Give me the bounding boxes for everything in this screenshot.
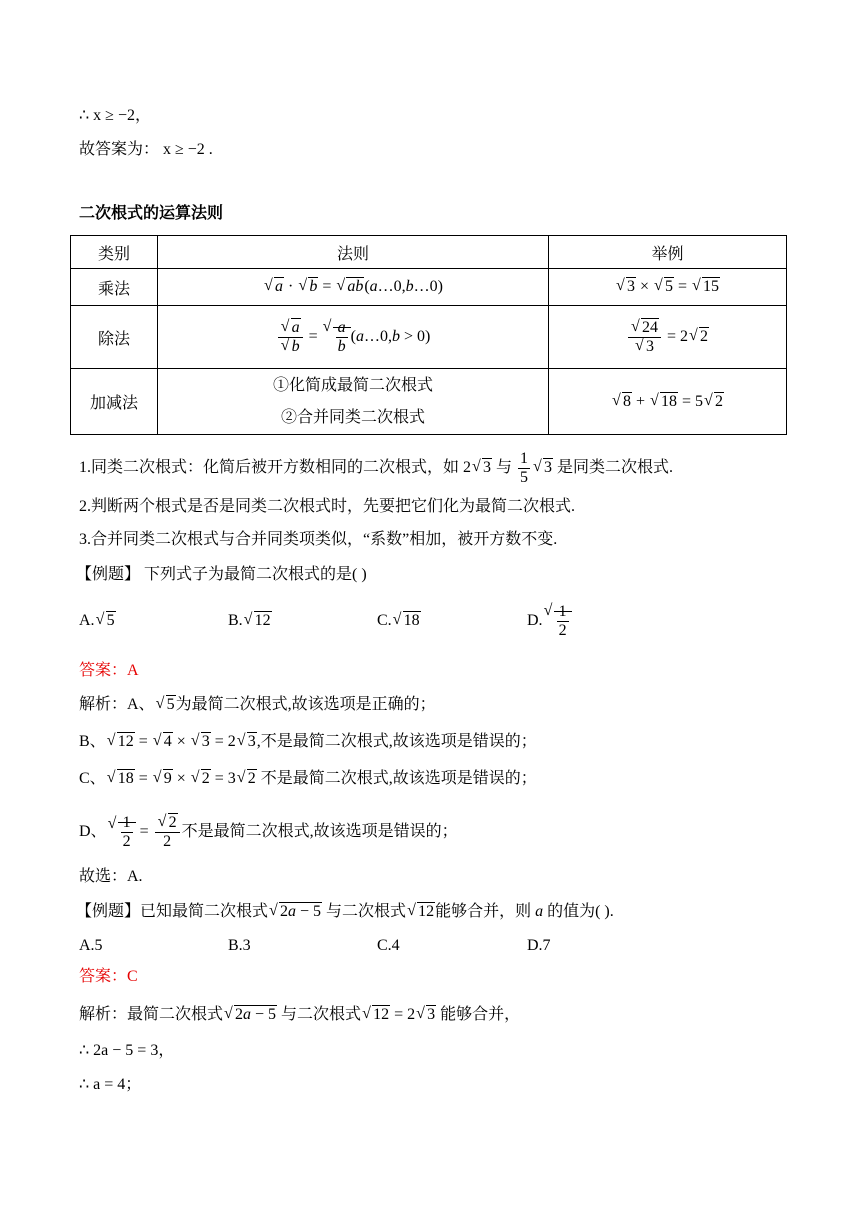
header-rule: 法则 <box>158 236 549 269</box>
option-d: D.7 <box>527 937 551 954</box>
example-cell: √ 3 × √ 5 = √ 15 <box>549 269 787 306</box>
option-b: B.√ 12 <box>228 612 272 630</box>
table-row-multiply <box>71 269 787 306</box>
analysis-c: C、√ 18 = √ 9 × √ 2 = 3√ 2 不是最简二次根式,故该选项是错误的； <box>79 768 537 790</box>
analysis-b: B、√ 12 = √ 4 × √ 3 = 2√ 3,不是最简二次根式,故该选项是错误的； <box>79 731 537 753</box>
rule-cell: √ a √ b = √ $\frac{a}{b}$ (a…0,b > 0) <box>158 306 549 369</box>
category-cell: 乘法 <box>71 269 158 306</box>
note-1-text-a: 1.同类二次根式：化简后被开方数相同的二次根式，如 <box>79 459 460 477</box>
note-1-text-b: 与 <box>496 459 513 477</box>
analysis-a: 解析：A、√ 5为最简二次根式,故该选项是正确的； <box>79 694 436 716</box>
table-row-add-subtract <box>71 369 787 435</box>
option-c: C.√ 18 <box>377 612 421 630</box>
example-1-conclusion: 故选：A. <box>79 868 143 885</box>
option-a: A.5 <box>79 937 103 954</box>
note-1: 1.同类二次根式：化简后被开方数相同的二次根式，如 2√ 3 与 $\frac{1}{5}$ √ 3 是同类二次根式. <box>79 450 673 487</box>
rule-cell <box>158 369 549 435</box>
rule-cell: √ a · √ b = √ ab(a…0,b…0) <box>158 269 549 306</box>
example-2-answer: 答案：C <box>79 968 138 985</box>
option-b: B.3 <box>228 937 251 954</box>
table-row-divide <box>71 306 787 369</box>
rule-step-1: ①化简成最简二次根式 <box>272 376 433 394</box>
note-2: 2.判断两个根式是否是同类二次根式时，先要把它们化为最简二次根式. <box>79 498 576 515</box>
example-1-question: 【例题】 下列式子为最简二次根式的是( ) <box>76 566 367 583</box>
rules-table <box>70 235 787 435</box>
header-category: 类别 <box>71 236 158 269</box>
step-2: ∴ a = 4； <box>79 1076 142 1093</box>
example-1-answer: 答案：A <box>79 662 139 679</box>
option-c: C.4 <box>377 937 400 954</box>
category-cell: 加减法 <box>71 369 158 435</box>
table-header-row <box>71 236 787 269</box>
answer-line-1: 故答案为： x ≥ −2 . <box>79 141 213 158</box>
section-title: 二次根式的运算法则 <box>79 205 224 222</box>
note-3: 3.合并同类二次根式与合并同类项类似，“系数”相加，被开方数不变. <box>79 531 558 548</box>
example-2-question: 【例题】已知最简二次根式√ 2a − 5 与二次根式√ 12能够合并，则 a 的值为( ). <box>76 901 614 923</box>
category-cell: 除法 <box>71 306 158 369</box>
rule-step-2: ②合并同类二次根式 <box>280 408 425 426</box>
analysis-d: D、 √ $\frac{1}{2}$ = √ $\frac{2}{2}$ 不是最简二次根式,故该选项是错误的； <box>79 814 458 851</box>
option-d: D. √ $\frac{1}{2}$ <box>527 603 572 640</box>
step-1: ∴ 2a − 5 = 3， <box>79 1042 175 1059</box>
example-cell: √ 24 √ 3 = 2√ 2 <box>549 306 787 369</box>
header-example: 举例 <box>549 236 787 269</box>
example-2-analysis: 解析：最简二次根式√ 2a − 5 与二次根式√ 12 = 2√ 3 能够合并， <box>79 1004 520 1026</box>
example-cell: √ 8 + √ 18 = 5√ 2 <box>549 369 787 435</box>
therefore-line-1: ∴ x ≥ −2， <box>79 107 151 124</box>
option-a: A.√ 5 <box>79 612 116 630</box>
note-1-text-c: 是同类二次根式. <box>557 459 674 477</box>
